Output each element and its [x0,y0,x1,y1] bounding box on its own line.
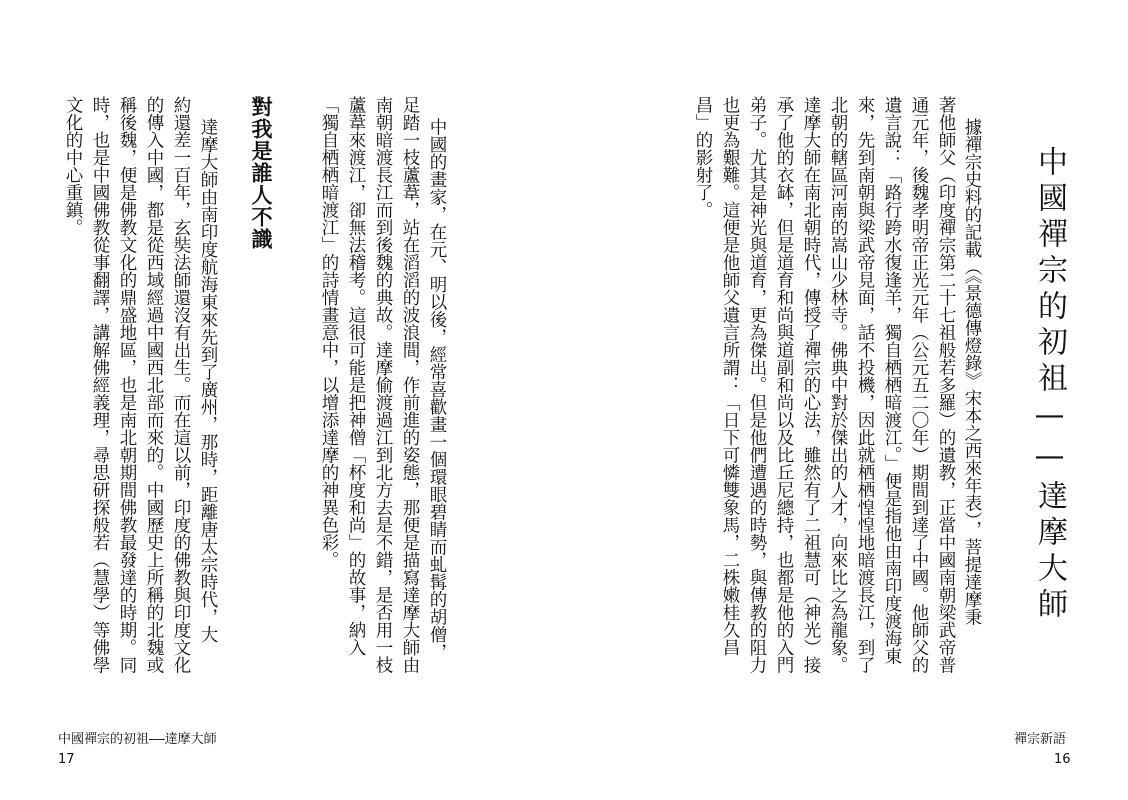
running-footer-title: 禪宗新語 [1014,732,1067,747]
page-number: 16 [1054,752,1071,767]
text-column: 達摩大師由南印度航海東來先到了廣州，那時，距離唐太宗時代，大 [198,118,218,643]
running-footer-title: 中國禪宗的初祖——達摩大師 [58,732,217,747]
text-column: 著他師父（印度禪宗第二十七祖般若多羅）的遺教，正當中國南朝梁武帝普 [936,96,956,674]
text-column: 遺言說：「路行跨水復逢羊，獨自栖栖暗渡江。」便是指他由南印度渡海東 [882,96,902,665]
text-column: 約還差一百年，玄奘法師還沒有出生。而在這以前，印度的佛教與印度文化 [171,96,191,674]
section-heading: 對我是誰人不識 [249,96,274,250]
text-column: 稱後魏，便是佛教文化的鼎盛地區，也是南北朝期間佛教最發達的時期。同 [117,96,137,674]
chapter-title: 中國禪宗的初祖——達摩大師 [1032,146,1067,624]
text-column: 時，也是中國佛教從事翻譯，講解佛經義理，尋思研探般若（慧學）等佛學 [90,96,110,674]
text-column: 文化的中心重鎮。 [63,96,83,236]
text-column: 足踏一枝蘆葦，站在滔滔的波浪間，作前進的姿態，那便是描寫達摩大師由 [400,96,420,674]
page-number: 17 [58,752,75,767]
text-column: 南朝暗渡長江而到後魏的典故。達摩偷渡過江到北方去是不錯，是否用一枝 [373,96,393,674]
text-column: 弟子。尤其是神光與道育，更為傑出。但是他們遭遇的時勢，與傳教的阻力 [747,96,767,674]
text-column: 承了他的衣缽，但是道育和尚與道副和尚以及比丘尼總持，也都是他的入門 [774,96,794,674]
text-column: 也更為艱難。這便是他師父遺言所謂：「日下可憐雙象馬，二株嫩桂久昌 [720,96,740,656]
text-column: 來，先到南朝與梁武帝見面，話不投機，因此就栖栖惶惶地暗渡長江，到了 [855,96,875,674]
text-column: 「獨自栖栖暗渡江」的詩情畫意中，以增添達摩的神異色彩。 [319,96,339,569]
text-column: 據禪宗史料的記載（《景德傳燈錄》宋本之西來年表），菩提達摩秉 [962,118,982,626]
text-column: 通元年，後魏孝明帝正光元年（公元五二〇年）期間到達了中國。他師父的 [909,96,929,674]
text-column: 的傳入中國，都是從西域經過中國西北部而來的。中國歷史上所稱的北魏或 [144,96,164,674]
text-column: 中國的畫家，在元、明以後，經常喜歡畫一個環眼碧睛而虬髯的胡僧， [427,118,447,661]
right-page [564,0,1128,800]
text-column: 昌」的影射了。 [693,96,713,219]
text-column: 達摩大師在南北朝時代，傳授了禪宗的心法，雖然有了二祖慧可（神光）接 [801,96,821,674]
text-column: 蘆葦來渡江，卻無法稽考。這很可能是把神僧「杯度和尚」的故事，納入 [346,96,366,656]
text-column: 北朝的轄區河南的嵩山少林寺。佛典中對於傑出的人才，向來比之為龍象。 [828,96,848,674]
